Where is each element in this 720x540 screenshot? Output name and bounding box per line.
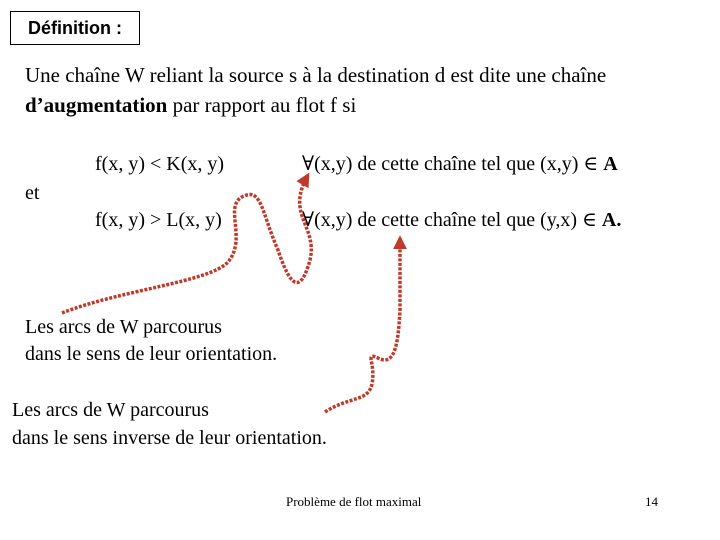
intro-term: d’augmentation (25, 93, 168, 117)
row1-inequality: f(x, y) < K(x, y) (95, 153, 225, 175)
forward-arrow (62, 175, 311, 313)
row2-set: A. (601, 209, 622, 231)
note-backward-line-1: Les arcs de W parcourus (12, 399, 209, 421)
row1-set: A (603, 153, 618, 175)
connector-et: et (25, 182, 40, 204)
definition-label: Définition : (28, 17, 122, 38)
row2-inequality: f(x, y) > L(x, y) (95, 209, 222, 231)
row1-quantifier-text: ∀(x,y) de cette chaîne tel que (x,y) ∈ (302, 153, 604, 175)
note-forward-line-2: dans le sens de leur orientation. (25, 343, 278, 365)
row2-quantifier-text: ∀(x,y) de cette chaîne tel que (y,x) ∈ (302, 209, 602, 231)
page-number: 14 (645, 494, 658, 509)
note-forward-line-1: Les arcs de W parcourus (25, 316, 222, 338)
note-backward-line-2: dans le sens inverse de leur orientation. (12, 427, 327, 449)
footer-title: Problème de flot maximal (286, 494, 422, 509)
backward-arrow (325, 238, 400, 412)
intro-rest: par rapport au flot f si (167, 93, 357, 117)
intro-line-1: Une chaîne W reliant la source s à la destination d est dite une chaîne (25, 63, 607, 87)
